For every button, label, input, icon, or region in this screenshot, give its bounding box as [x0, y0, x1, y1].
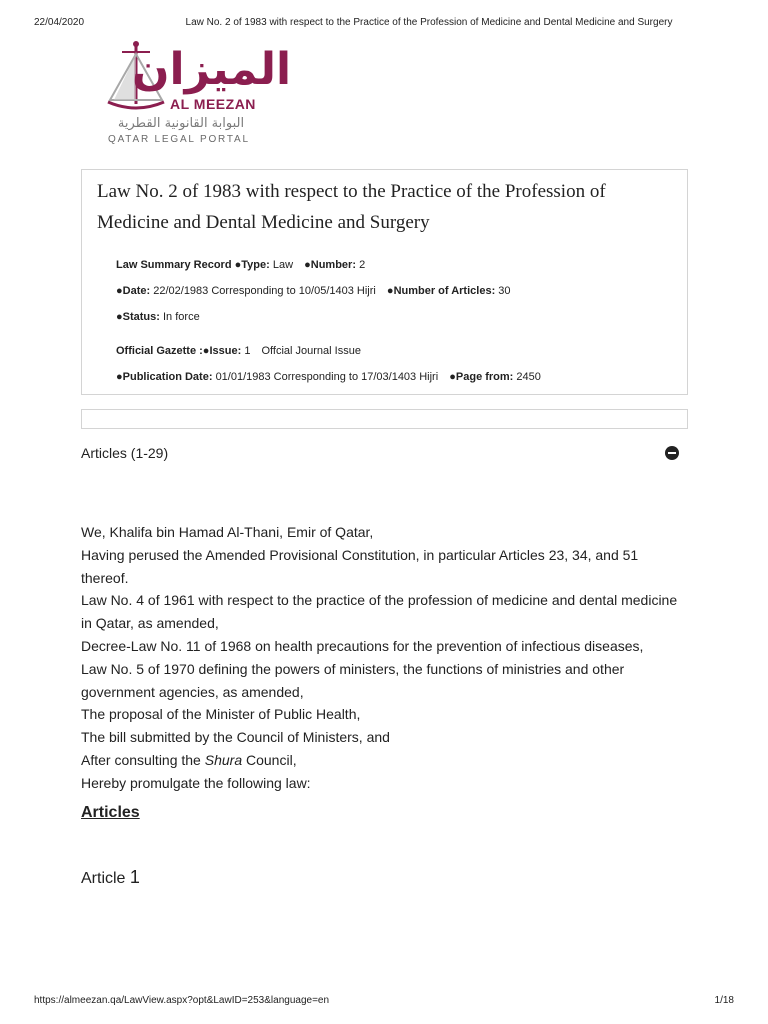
articles-count-label: Number of Articles: [393, 285, 496, 297]
page-from-label: Page from: [455, 371, 514, 383]
page-number: 1/18 [714, 995, 734, 1006]
logo-latin-subtitle: QATAR LEGAL PORTAL [108, 134, 250, 145]
page-from-value: 2450 [516, 371, 541, 383]
publication-date-value: 01/01/1983 Corresponding to 17/03/1403 Hijri [215, 371, 439, 383]
logo-arabic-name: الميزان [132, 44, 292, 95]
issue-label: Issue: [209, 345, 242, 357]
date-value: 22/02/1983 Corresponding to 10/05/1403 Hijri [153, 285, 376, 297]
status-label: Status: [122, 311, 160, 323]
article-heading [81, 867, 140, 888]
minus-circle-icon[interactable] [665, 446, 679, 460]
preamble-line: Decree-Law No. 11 of 1968 on health precautions for the prevention of infectious diseases, [81, 637, 644, 654]
preamble-line: Law No. 5 of 1970 defining the powers of ministers, the functions of ministries and other government agencies, as amended, [81, 660, 625, 700]
number-value: 2 [359, 259, 366, 271]
number-label: Number: [310, 259, 356, 271]
print-title: Law No. 2 of 1983 with respect to the Practice of the Profession of Medicine and Dental Medicine and Surgery [185, 17, 673, 28]
articles-heading: Articles [81, 804, 140, 821]
type-label: Type: [241, 259, 270, 271]
status-value: In force [163, 311, 200, 323]
articles-section-label[interactable]: Articles (1-29) [81, 445, 169, 461]
law-title: Law No. 2 of 1983 with respect to the Practice of the Profession of Medicine and Dental Medicine and Surgery [97, 181, 606, 233]
print-date: 22/04/2020 [34, 17, 85, 28]
logo-latin-name: AL MEEZAN [170, 96, 256, 112]
summary-row-type: Law Summary Record ●Type: Law ●Number: 2 [116, 259, 366, 271]
article-number: 1 [129, 867, 140, 887]
type-value: Law [272, 259, 294, 271]
publication-date-label: Publication Date: [122, 371, 213, 383]
preamble-line: Law No. 4 of 1961 with respect to the practice of the profession of medicine and dental medicine in Qatar, as amended, [81, 592, 678, 632]
summary-row-date: ●Date: 22/02/1983 Corresponding to 10/05/1403 Hijri ●Number of Articles: 30 [116, 285, 511, 297]
preamble-line: After consulting the Shura Council, [81, 751, 297, 768]
gazette-label: Official Gazette : [116, 345, 203, 357]
summary-row-status: ●Status: In force [116, 311, 200, 323]
al-meezan-logo[interactable] [106, 40, 292, 150]
summary-row-gazette: Official Gazette :●Issue: 1 Offcial Journal Issue [116, 345, 361, 357]
shura-italic: Shura [204, 751, 243, 768]
preamble [81, 521, 681, 795]
preamble-line: Having perused the Amended Provisional Constitution, in particular Articles 23, 34, and 51 thereof. [81, 546, 639, 586]
empty-panel [81, 409, 688, 429]
articles-section-header[interactable] [81, 444, 688, 464]
article-label: Article [81, 870, 130, 887]
law-summary-box [81, 169, 688, 395]
page-url: https://almeezan.qa/LawView.aspx?opt&LawID=253&language=en [34, 995, 330, 1006]
date-label: Date: [122, 285, 151, 297]
preamble-line: We, Khalifa bin Hamad Al-Thani, Emir of Qatar, [81, 524, 374, 540]
preamble-line: Hereby promulgate the following law: [81, 774, 311, 791]
issue-value: 1 [244, 345, 251, 357]
articles-count-value: 30 [498, 285, 511, 297]
logo-arabic-subtitle: البوابة القانونية القطرية [117, 116, 245, 131]
record-label: Law Summary Record [116, 259, 232, 271]
preamble-line: The proposal of the Minister of Public Health, [81, 706, 361, 723]
issue-description: Offcial Journal Issue [261, 345, 361, 357]
preamble-line: The bill submitted by the Council of Ministers, and [81, 729, 390, 746]
summary-row-publication: ●Publication Date: 01/01/1983 Corresponding to 17/03/1403 Hijri ●Page from: 2450 [116, 371, 541, 383]
print-header [0, 17, 768, 31]
